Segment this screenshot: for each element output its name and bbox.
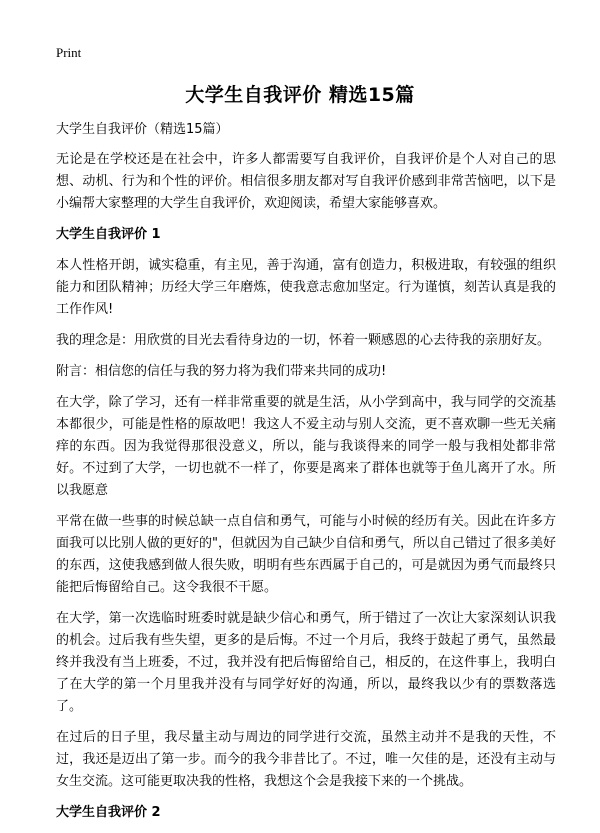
article-body: [56, 120, 556, 833]
paragraph: 本人性格开朗，诚实稳重，有主见，善于沟通，富有创造力，积极进取，有较强的组织能力和团队精神；历经大学三年磨炼，使我意志愈加坚定。行为谨慎，刻苦认真是我的工作作风!: [56, 258, 556, 317]
paragraph: 在大学，第一次选临时班委时就是缺少信心和勇气，所于错过了一次让大家深刻认识我的机会。过后我有些失望，更多的是后悔。不过一个月后，我终于鼓起了勇气，虽然最终并我没有当上班委，不过，我并没有把后悔留给自己，相反的，在这件事上，我明白了在大学的第一个月里我并没有与同学好好的沟通，所以，最终我以少有的票数落选了。: [56, 611, 556, 714]
intro-paragraph: 无论是在学校还是在社会中，许多人都需要写自我评价，自我评价是个人对自己的思想、动机、行为和个性的评价。相信很多朋友都对写自我评价感到非常苦恼吧，以下是小编帮大家整理的大学生自我评价，欢迎阅读，希望大家能够喜欢。: [56, 152, 556, 211]
print-link[interactable]: Print: [56, 45, 82, 60]
section-heading-1: 大学生自我评价 1: [56, 227, 161, 242]
paragraph: 我的理念是：用欣赏的目光去看待身边的一切，怀着一颗感恩的心去待我的亲朋好友。: [56, 333, 551, 348]
page-title: 大学生自我评价 精选15篇: [185, 84, 415, 106]
section-heading-2: 大学生自我评价 2: [56, 805, 161, 820]
paragraph: 附言：相信您的信任与我的努力将为我们带来共同的成功!: [56, 364, 387, 379]
subtitle: 大学生自我评价（精选15篇）: [56, 122, 229, 137]
paragraph: 在过后的日子里，我尽量主动与周边的同学进行交流，虽然主动并不是我的天性，不过，我还是迈出了第一步。而今的我今非昔比了。不过，唯一欠佳的是，还没有主动与女生交流。这可能更取决我的性格，我想这个会是我接下来的一个挑战。: [56, 730, 556, 789]
paragraph: 平常在做一些事的时候总缺一点自信和勇气，可能与小时候的经历有关。因此在许多方面我可以比别人做的更好的"，但就因为自己缺少自信和勇气，所以自己错过了很多美好的东西，这使我感到做人很失败，明明有些东西属于自己的，可是就因为勇气而最终只能把后悔留给自己。这令我很不干愿。: [56, 514, 556, 595]
paragraph: 在大学，除了学习，还有一样非常重要的就是生活，从小学到高中，我与同学的交流基本都很少，可能是性格的原故吧！我这人不爱主动与别人交流，更不喜欢聊一些无关痛痒的东西。因为我觉得那很没意义，所以，能与我谈得来的同学一般与我相处都非常好。不过到了大学，一切也就不一样了，你要是离来了群体也就等于鱼儿离开了水。所以我愿意: [56, 395, 556, 498]
